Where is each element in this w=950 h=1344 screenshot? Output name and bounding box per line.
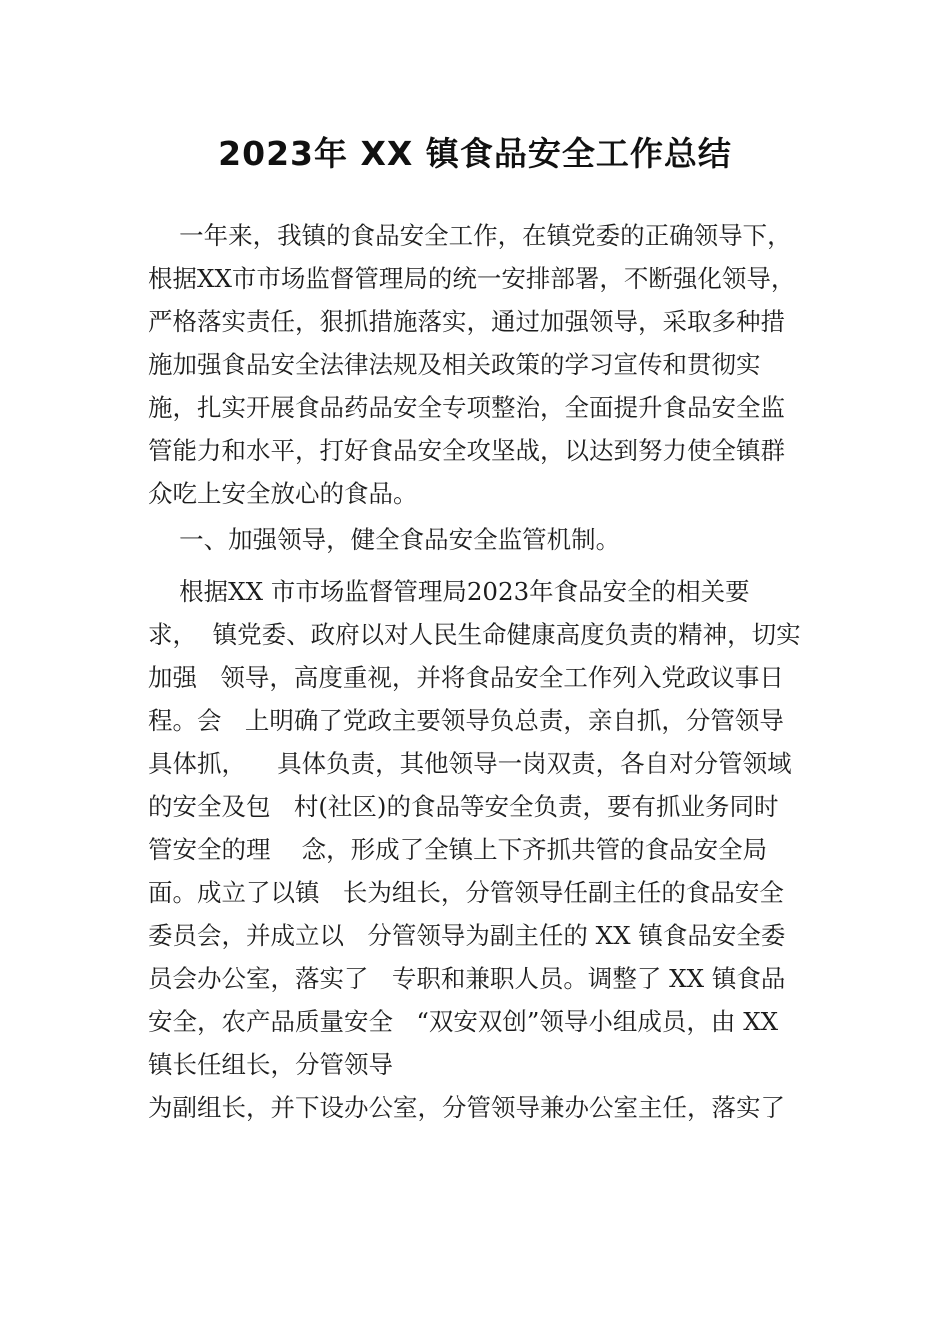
paragraph-line: 众吃上安全放心的食品。 — [148, 479, 418, 508]
document-title: 2023年 XX 镇食品安全工作总结 — [218, 134, 732, 173]
paragraph-line: 根据XX 市市场监督管理局2023年食品安全的相关要 — [148, 577, 750, 606]
paragraph-line: 求， 镇党委、政府以对人民生命健康高度负责的精神，切实 — [148, 620, 801, 649]
paragraph-line: 管安全的理 念，形成了全镇上下齐抓共管的食品安全局 — [148, 835, 768, 864]
paragraph-line: 委员会，并成立以 分管领导为副主任的 XX 镇食品安全委 — [148, 921, 786, 950]
paragraph-line: 施，扎实开展食品药品安全专项整治，全面提升食品安全监 — [148, 393, 785, 422]
paragraph-line: 为副组长，并下设办公室，分管领导兼办公室主任，落实了 — [148, 1093, 785, 1122]
paragraph-line: 面。成立了以镇 长为组长，分管领导任副主任的食品安全 — [148, 878, 784, 907]
paragraph-line: 严格落实责任，狠抓措施落实，通过加强领导，采取多种措 — [148, 307, 785, 336]
paragraph-line: 一年来，我镇的食品安全工作，在镇党委的正确领导下， — [148, 221, 792, 250]
section-heading: 一、加强领导，健全食品安全监管机制。 — [148, 525, 621, 554]
paragraph-line: 的安全及包 村(社区)的食品等安全负责，要有抓业务同时 — [148, 792, 779, 821]
paragraph-line: 管能力和水平，打好食品安全攻坚战，以达到努力使全镇群 — [148, 436, 785, 465]
paragraph-line: 镇长任组长，分管领导 — [148, 1050, 393, 1079]
paragraph-line: 根据XX市市场监督管理局的统一安排部署，不断强化领导， — [148, 264, 796, 293]
paragraph-line: 具体抓， 具体负责，其他领导一岗双责，各自对分管领域 — [148, 749, 792, 778]
paragraph-line: 施加强食品安全法律法规及相关政策的学习宣传和贯彻实 — [148, 350, 761, 379]
paragraph-line: 安全，农产品质量安全 “双安双创”领导小组成员，由 XX — [148, 1007, 779, 1036]
paragraph-line: 加强 领导，高度重视，并将食品安全工作列入党政议事日 — [148, 663, 784, 692]
paragraph-line: 程。会 上明确了党政主要领导负总责，亲自抓，分管领导 — [148, 706, 784, 735]
paragraph-line: 员会办公室，落实了 专职和兼职人员。调整了 XX 镇食品 — [148, 964, 786, 993]
